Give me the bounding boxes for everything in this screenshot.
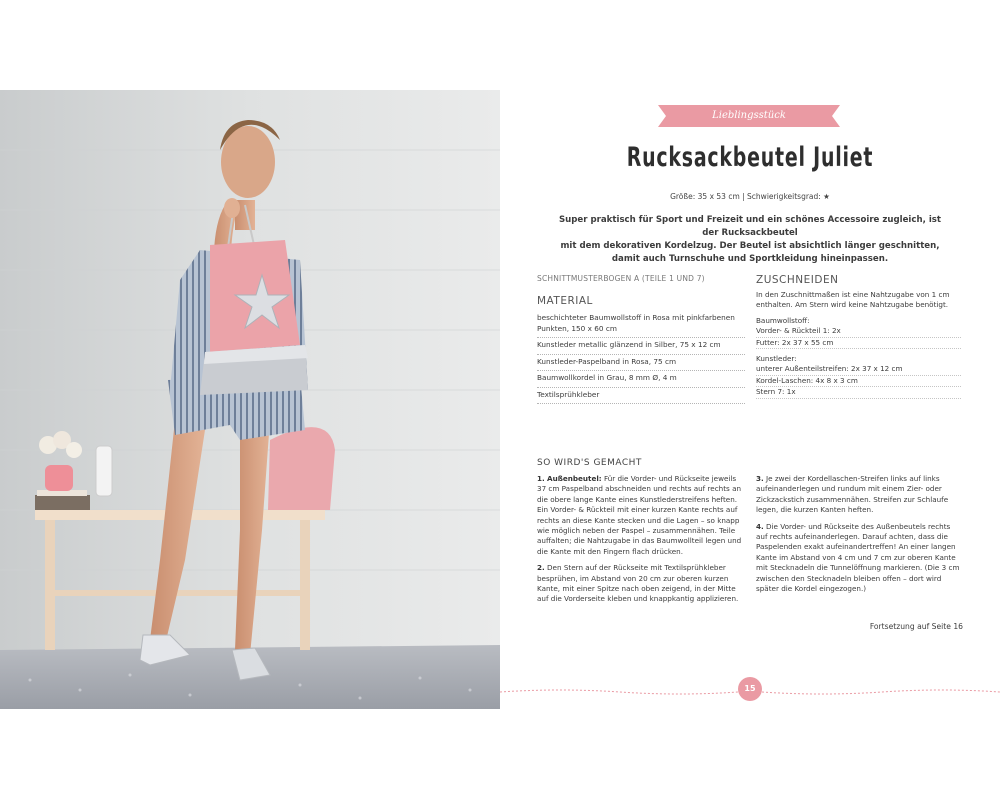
cutting-section — [756, 290, 961, 399]
cutting-label-leather: Kunstleder: — [756, 354, 797, 364]
instruction-step — [537, 563, 742, 605]
step-number: 3. — [756, 474, 764, 483]
intro-line: damit auch Turnschuhe und Sportkleidung hineinpassen. — [611, 254, 889, 264]
step-text: Den Stern auf der Rückseite mit Textilsprühkleber besprühen, im Abstand von 20 cm zur oberen kurzen Kante, mit einer Spitze nach oben zeigend, in der Mitte auf die Vorderseite kleben und knappkantig applizieren. — [537, 563, 739, 604]
page-number: 15 — [738, 677, 762, 701]
instructions-column-right — [756, 474, 961, 600]
step-number: 2. — [537, 563, 545, 573]
cutting-note: In den Zuschnittmaßen ist eine Nahtzugabe von 1 cm enthalten. Am Stern wird keine Nahtzugabe benötigt. — [756, 290, 950, 310]
pattern-page — [500, 90, 1000, 709]
cutting-line: unterer Außenteilstreifen: 2x 37 x 12 cm — [756, 364, 961, 375]
step-text: Die Vorder- und Rückseite des Außenbeutels rechts auf rechts aufeinanderlegen. Darauf achten, dass die Paspelenden exakt aufeinandertreffen! An einer langen Kante im Abstand von 4 cm und 7 cm zur oberen Kante mit Stecknadeln die Tunnelöffnung markieren. (Die 3 cm zwischen den Stecknadeln bleiben offen – dort wird später die Kordel eingezogen.) — [756, 521, 960, 594]
material-item: Kunstleder-Paspelband in Rosa, 75 cm — [537, 355, 745, 372]
intro-line: mit dem dekorativen Kordelzug. Der Beutel ist absichtlich länger geschnitten, — [560, 241, 940, 251]
cutting-line: Futter: 2x 37 x 55 cm — [756, 338, 961, 349]
intro-text — [550, 214, 950, 266]
step-lead: Außenbeutel: — [547, 474, 602, 483]
material-item: Kunstleder metallic glänzend in Silber, 75 x 12 cm — [537, 338, 745, 355]
cutting-line: Kordel-Laschen: 4x 8 x 3 cm — [756, 376, 961, 387]
continuation-note: Fortsetzung auf Seite 16 — [869, 622, 963, 631]
cutting-heading: ZUSCHNEIDEN — [756, 274, 839, 286]
instructions-heading: SO WIRD'S GEMACHT — [537, 458, 642, 468]
step-number: 4. — [756, 521, 764, 531]
step-text: Für die Vorder- und Rückseite jeweils 37 cm Paspelband abschneiden und rechts auf rechts an die obere lange Kante eines Kunstlederstreifens heften. Ein Vorder- & Rückteil mit einer kurzen Kante rechts auf rechts an diese Kante stecken und die Lagen – so knapp wie möglich neben der Paspel – zusammennähen. Teile auffalten; die Nahtzugabe in das Baumwollteil legen und die Kante mit den Fingern flach drücken. — [537, 474, 742, 556]
material-heading: MATERIAL — [537, 295, 593, 307]
material-item: beschichteter Baumwollstoff in Rosa mit pinkfarbenen Punkten, 150 x 60 cm — [537, 311, 745, 338]
instruction-step — [537, 474, 742, 557]
instruction-step — [756, 522, 961, 595]
material-item: Textilsprühkleber — [537, 388, 745, 405]
material-item: Baumwollkordel in Grau, 8 mm Ø, 4 m — [537, 371, 745, 388]
material-list — [537, 311, 745, 404]
cutting-line: Vorder- & Rückteil 1: 2x — [756, 326, 961, 337]
cutting-label-fabric: Baumwollstoff: — [756, 315, 810, 325]
step-number: 1. — [537, 474, 545, 483]
instructions-column-left — [537, 474, 742, 611]
cutting-line: Stern 7: 1x — [756, 387, 961, 398]
size-difficulty: Größe: 35 x 53 cm | Schwierigkeitsgrad: ★ — [670, 192, 830, 201]
pattern-sheet-reference: SCHNITTMUSTERBOGEN A (TEILE 1 UND 7) — [537, 274, 705, 283]
page-title: Rucksackbeutel Juliet — [626, 142, 874, 173]
instruction-step — [756, 474, 961, 516]
step-text: Je zwei der Kordellaschen-Streifen links auf links aufeinanderlegen und rundum mit einem Zier- oder Zickzackstich zusammennähen. Streifen zur Schlaufe legen, die kurzen Kanten heften. — [756, 474, 949, 515]
intro-line: Super praktisch für Sport und Freizeit und ein schönes Accessoire zugleich, ist der Rucksackbeutel — [558, 215, 942, 238]
product-photo — [0, 90, 500, 709]
ribbon-label: Lieblingsstück — [712, 110, 786, 121]
